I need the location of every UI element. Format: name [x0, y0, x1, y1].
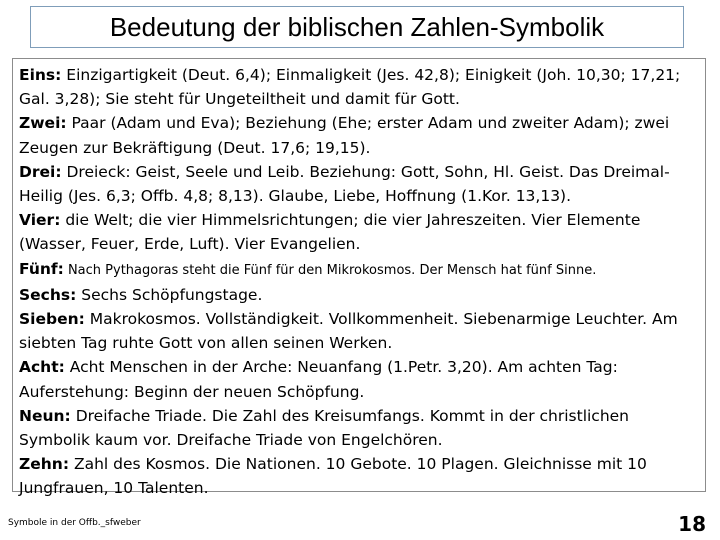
entry-text: Einzigartigkeit (Deut. 6,4); Einmaligkeit (Jes. 42,8); Einigkeit (Joh. 10,30; 17,21; Gal. 3,28); Sie steht für Ungeteiltheit und damit für Gott. [19, 66, 681, 109]
content-box [12, 58, 706, 498]
entry-text: Sechs Schöpfungstage. [76, 285, 263, 304]
entry-text: Dreifache Triade. Die Zahl des Kreisumfangs. Kommt in der christlichen Symbolik kaum vor. Dreifache Triade von Engelchören. [19, 406, 630, 450]
entry-key: Zehn: [19, 455, 70, 474]
slide-title: Bedeutung der biblischen Zahlen-Symbolik [109, 11, 605, 42]
entry-text: Dreieck: Geist, Seele und Leib. Beziehung: Gott, Sohn, Hl. Geist. Das Dreimal-Heilig (Jes. 6,3; Offb. 4,8; 8,13). Glaube, Liebe, Hoffnung (1.Kor. 13,13). [19, 162, 670, 206]
entry-key: Neun: [19, 406, 71, 425]
entry-zehn [19, 452, 699, 500]
entry-fuenf [19, 257, 699, 283]
entry-acht [19, 355, 699, 403]
page-number: 18 [678, 512, 706, 536]
entry-key: Fünf: [19, 259, 64, 278]
entry-text: Makrokosmos. Vollständigkeit. Vollkommenheit. Siebenarmige Leuchter. Am siebten Tag ruhte Gott von allen seinen Werken. [19, 310, 678, 353]
entry-neun [19, 404, 699, 452]
entry-sechs [19, 283, 699, 307]
entry-key: Sechs: [19, 285, 77, 304]
entry-text: die Welt; die vier Himmelsrichtungen; die vier Jahreszeiten. Vier Elemente (Wasser, Feuer, Erde, Luft). Vier Evangelien. [19, 211, 641, 254]
entry-key: Zwei: [19, 114, 67, 133]
entry-key: Vier: [19, 211, 61, 230]
entry-key: Drei: [19, 162, 62, 181]
entry-drei [19, 160, 699, 208]
entry-eins [19, 63, 699, 111]
entry-zwei [19, 111, 699, 159]
entry-key: Eins: [19, 66, 62, 84]
entry-text: Nach Pythagoras steht die Fünf für den Mikrokosmos. Der Mensch hat fünf Sinne. [63, 262, 597, 278]
entry-key: Sieben: [19, 310, 85, 329]
entry-key: Acht: [19, 358, 65, 377]
entry-text: Paar (Adam und Eva); Beziehung (Ehe; erster Adam und zweiter Adam); zwei Zeugen zur Bekräftigung (Deut. 17,6; 19,15). [19, 114, 670, 157]
footer-text: Symbole in der Offb._sfweber [8, 518, 141, 528]
entry-text: Acht Menschen in der Arche: Neuanfang (1.Petr. 3,20). Am achten Tag: Auferstehung: Beginn der neuen Schöpfung. [19, 358, 618, 401]
slide-title-box [30, 6, 684, 48]
entry-vier [19, 208, 699, 256]
entry-text: Zahl des Kosmos. Die Nationen. 10 Gebote. 10 Plagen. Gleichnisse mit 10 Jungfrauen, 10 Talenten. [19, 455, 647, 498]
entry-sieben [19, 307, 699, 355]
